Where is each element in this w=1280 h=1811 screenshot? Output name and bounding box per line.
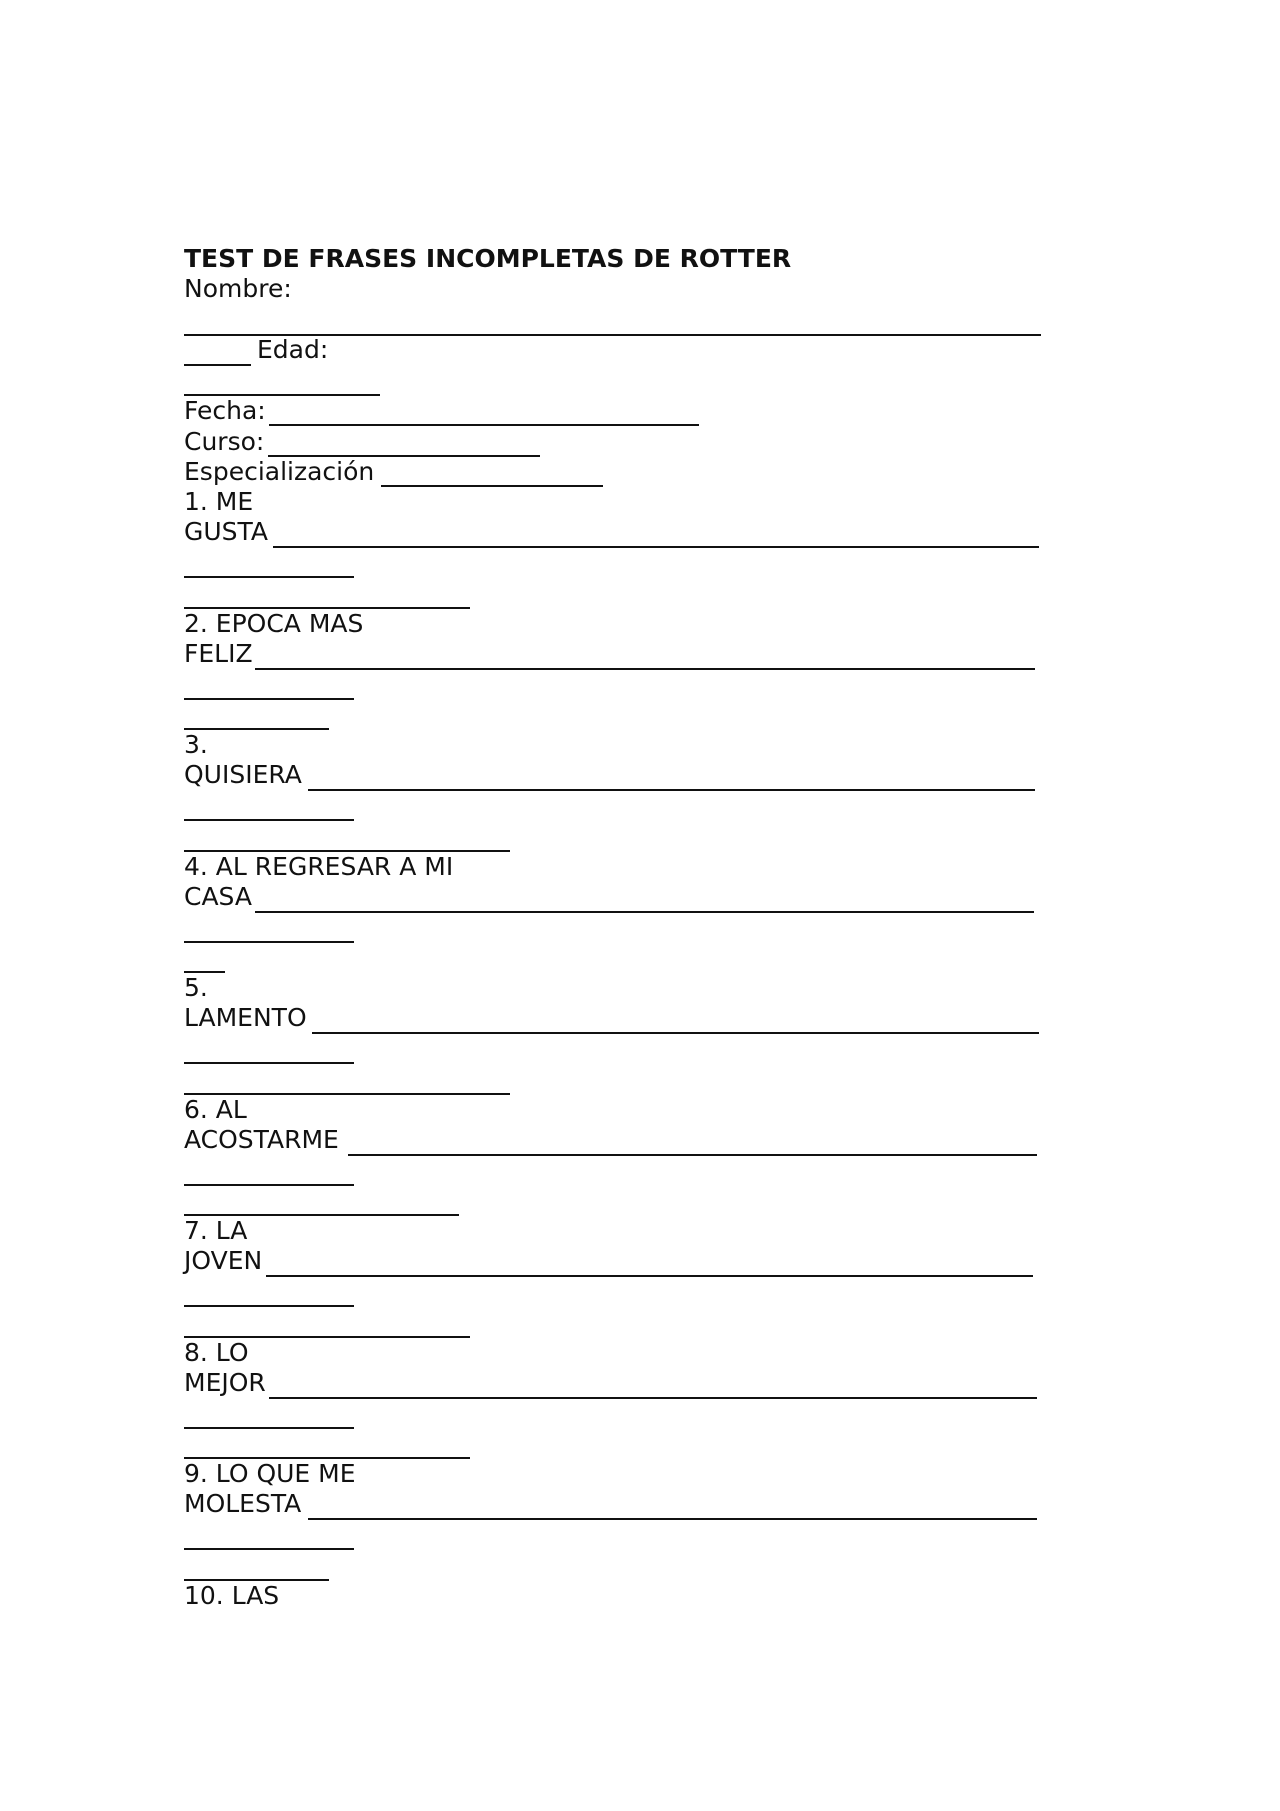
item-2-line-2[interactable] bbox=[184, 698, 354, 700]
item-7-line-2[interactable] bbox=[184, 1305, 354, 1307]
item-4-line-1[interactable] bbox=[255, 911, 1034, 913]
fecha-label: Fecha: bbox=[184, 396, 266, 425]
item-1-line-2[interactable] bbox=[184, 576, 354, 578]
item-9-line-2[interactable] bbox=[184, 1548, 354, 1550]
item-8-word: MEJOR bbox=[184, 1368, 266, 1397]
edad-label: Edad: bbox=[257, 335, 329, 364]
item-4-word: CASA bbox=[184, 882, 252, 911]
especializacion-label: Especialización bbox=[184, 457, 375, 486]
item-4-number: 4. AL REGRESAR A MI bbox=[184, 852, 454, 881]
item-5-line-2[interactable] bbox=[184, 1062, 354, 1064]
item-9-word: MOLESTA bbox=[184, 1489, 302, 1518]
item-5-word: LAMENTO bbox=[184, 1003, 307, 1032]
item-8-line-2[interactable] bbox=[184, 1427, 354, 1429]
curso-label: Curso: bbox=[184, 427, 265, 456]
item-2-word: FELIZ bbox=[184, 639, 253, 668]
item-1-word: GUSTA bbox=[184, 517, 268, 546]
item-7-word: JOVEN bbox=[184, 1246, 263, 1275]
form-title: TEST DE FRASES INCOMPLETAS DE ROTTER bbox=[184, 244, 792, 273]
item-7-number: 7. LA bbox=[184, 1216, 248, 1245]
item-5-line-1[interactable] bbox=[312, 1032, 1039, 1034]
item-6-number: 6. AL bbox=[184, 1095, 247, 1124]
item-6-line-2[interactable] bbox=[184, 1184, 354, 1186]
item-10-number: 10. LAS bbox=[184, 1581, 280, 1610]
item-7-line-1[interactable] bbox=[266, 1275, 1033, 1277]
item-4-line-2[interactable] bbox=[184, 941, 354, 943]
item-9-number: 9. LO QUE ME bbox=[184, 1459, 356, 1488]
item-3-number: 3. bbox=[184, 730, 208, 759]
item-9-line-1[interactable] bbox=[308, 1518, 1037, 1520]
item-8-line-1[interactable] bbox=[269, 1397, 1037, 1399]
item-8-number: 8. LO bbox=[184, 1338, 249, 1367]
fecha-line[interactable] bbox=[269, 424, 699, 426]
item-1-number: 1. ME bbox=[184, 487, 254, 516]
item-5-number: 5. bbox=[184, 973, 208, 1002]
item-6-word: ACOSTARME bbox=[184, 1125, 339, 1154]
item-2-number: 2. EPOCA MAS bbox=[184, 609, 364, 638]
item-2-line-1[interactable] bbox=[255, 668, 1035, 670]
item-6-line-1[interactable] bbox=[348, 1154, 1037, 1156]
nombre-label: Nombre: bbox=[184, 274, 292, 303]
item-1-line-1[interactable] bbox=[273, 546, 1039, 548]
nombre-line-continued[interactable] bbox=[184, 364, 251, 366]
item-3-line-1[interactable] bbox=[308, 789, 1035, 791]
especializacion-line[interactable] bbox=[381, 485, 603, 487]
item-3-word: QUISIERA bbox=[184, 760, 302, 789]
item-3-line-2[interactable] bbox=[184, 819, 354, 821]
